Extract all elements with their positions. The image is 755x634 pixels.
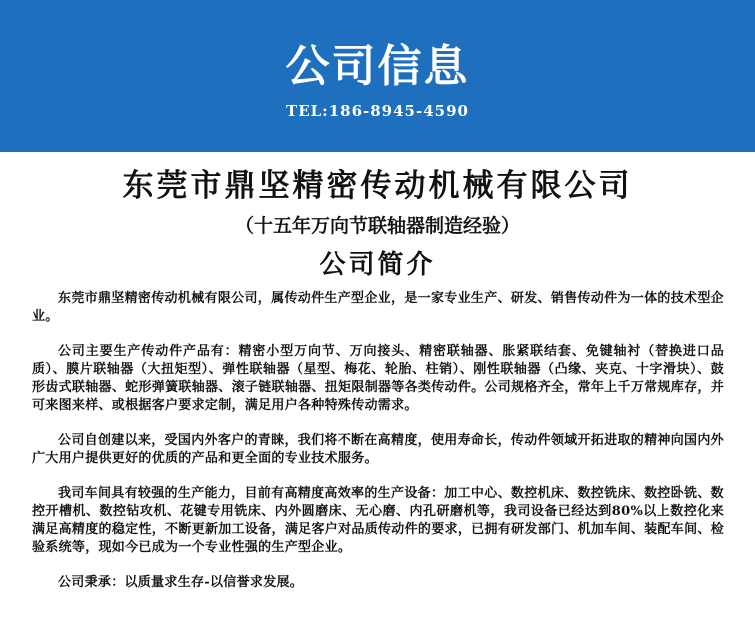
service-paragraph: 公司自创建以来，受国内外客户的青睐，我们将不断在高精度，使用寿命长，传动件领域开拓进取的精神向国内外广大用户提供更好的优质的产品和更全面的专业技术服务。	[32, 433, 724, 466]
intro-paragraph: 东莞市鼎坚精密传动机械有限公司，属传动件生产型企业，是一家专业生产、研发、销售传动件为一体的技术型企业。	[32, 291, 724, 324]
phone-number: TEL:186-8945-4590	[286, 102, 469, 120]
motto-paragraph: 公司秉承：以质量求生存-以信誉求发展。	[58, 575, 304, 590]
products-paragraph: 公司主要生产传动件产品有：精密小型万向节、万向接头、精密联轴器、胀紧联结套、免键轴衬（替换进口品质）、膜片联轴器（大扭矩型）、弹性联轴器（星型、梅花、轮胎、柱销）、刚性联轴器（凸缘、夹克、十字滑块）、鼓形齿式联轴器、蛇形弹簧联轴器、滚子链联轴器、扭矩限制器等各类传动件。公司规格齐全，常年上千万常规库存，并可来图来样、或根据客户要求定制，满足用户各种特殊传动需求。	[32, 344, 724, 413]
company-intro-body	[32, 290, 724, 609]
banner-title: 公司信息	[285, 41, 470, 92]
equipment-paragraph: 我司车间具有较强的生产能力，目前有高精度高效率的生产设备：加工中心、数控机床、数控铣床、数控卧铣、数控开槽机、数控钻攻机、花键专用铣床、内外圆磨床、无心磨、内孔研磨机等，我司设备已经达到80%以上数控化来满足高精度的稳定性，不断更新加工设备，满足客户对品质传动件的要求，已拥有研发部门、机加车间、装配车间、检验系统等，现如今已成为一个专业性强的生产型企业。	[32, 486, 724, 555]
company-name: 东莞市鼎坚精密传动机械有限公司	[122, 168, 633, 204]
header-banner	[0, 0, 755, 152]
section-title: 公司简介	[319, 250, 436, 280]
company-subtitle: （十五年万向节联轴器制造经验）	[234, 215, 520, 237]
